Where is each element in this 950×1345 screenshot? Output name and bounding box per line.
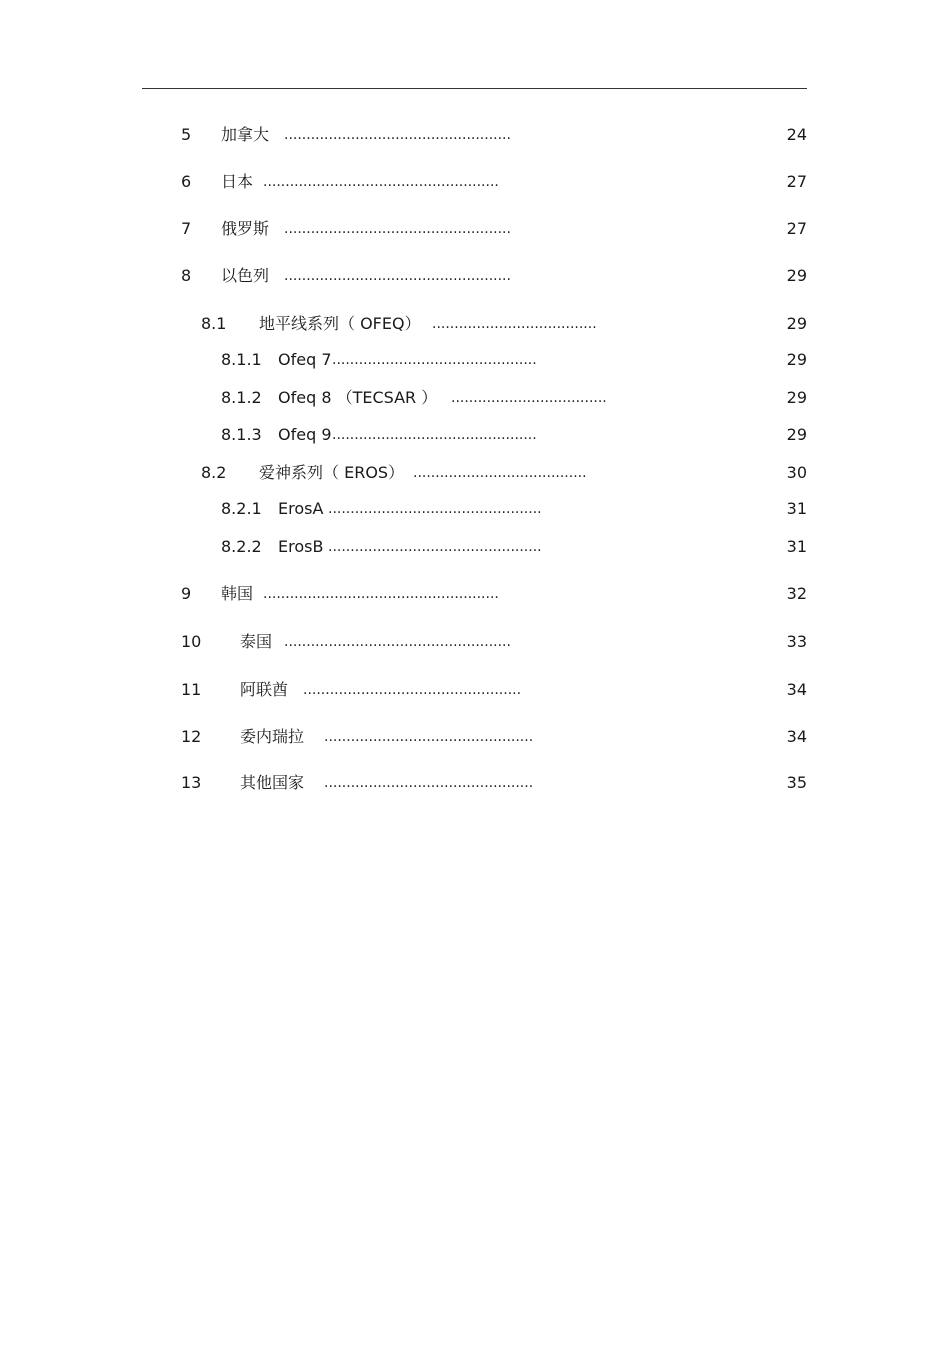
toc-entry[interactable] bbox=[0, 170, 950, 194]
toc-entry-title: 俄罗斯 bbox=[221, 219, 270, 238]
toc-page-number: 32 bbox=[786, 584, 807, 603]
toc-leader-dots: ............................................... bbox=[324, 729, 534, 745]
toc-entry-number: 8.1.3 bbox=[221, 425, 262, 444]
toc-entry-number: 8.2 bbox=[201, 463, 227, 482]
toc-entry-title: Ofeq 8 （TECSAR ） bbox=[278, 388, 438, 407]
toc-leader-dots: ................................... bbox=[451, 390, 607, 406]
toc-leader-dots: ............................................... bbox=[324, 775, 534, 791]
toc-entry-title: 委内瑞拉 bbox=[240, 727, 305, 746]
toc-entry[interactable] bbox=[0, 348, 950, 372]
toc-entry[interactable] bbox=[0, 461, 950, 485]
toc-page-number: 24 bbox=[786, 125, 807, 144]
toc-page-number: 35 bbox=[786, 773, 807, 792]
toc-entry[interactable] bbox=[0, 423, 950, 447]
toc-entry[interactable] bbox=[0, 264, 950, 288]
toc-page-number: 33 bbox=[786, 632, 807, 651]
toc-entry-title: ErosB bbox=[278, 537, 324, 556]
toc-entry[interactable] bbox=[0, 497, 950, 521]
toc-page-number: 27 bbox=[786, 219, 807, 238]
toc-entry-number: 8.2.2 bbox=[221, 537, 262, 556]
toc-entry-number: 8.2.1 bbox=[221, 499, 262, 518]
toc-page-number: 31 bbox=[786, 499, 807, 518]
toc-page-number: 29 bbox=[786, 425, 807, 444]
toc-entry-title: 以色列 bbox=[221, 266, 270, 285]
toc-entry[interactable] bbox=[0, 535, 950, 559]
toc-leader-dots: ................................................... bbox=[284, 634, 511, 650]
toc-entry[interactable] bbox=[0, 678, 950, 702]
toc-entry-title: Ofeq 9 bbox=[278, 425, 332, 444]
toc-entry-title: 阿联酋 bbox=[240, 680, 289, 699]
toc-entry[interactable] bbox=[0, 582, 950, 606]
toc-entry-title: ErosA bbox=[278, 499, 324, 518]
toc-page-number: 34 bbox=[786, 727, 807, 746]
toc-entry-number: 8.1.1 bbox=[221, 350, 262, 369]
toc-entry[interactable] bbox=[0, 312, 950, 336]
toc-leader-dots: ................................................... bbox=[284, 221, 511, 237]
toc-entry-title: Ofeq 7 bbox=[278, 350, 332, 369]
toc-page-number: 29 bbox=[786, 350, 807, 369]
header-rule bbox=[142, 88, 807, 89]
toc-leader-dots: ................................................ bbox=[328, 501, 542, 517]
toc-leader-dots: ................................................... bbox=[284, 268, 511, 284]
toc-leader-dots: ..................................... bbox=[432, 316, 597, 332]
toc-entry-number: 8.1 bbox=[201, 314, 227, 333]
toc-entry-title: 爱神系列（ EROS） bbox=[259, 463, 405, 482]
toc-entry[interactable] bbox=[0, 630, 950, 654]
toc-leader-dots: ..................................................... bbox=[263, 586, 499, 602]
toc-entry[interactable] bbox=[0, 725, 950, 749]
toc-entry-title: 日本 bbox=[221, 172, 254, 191]
toc-page-number: 29 bbox=[786, 314, 807, 333]
toc-page-number: 30 bbox=[786, 463, 807, 482]
toc-leader-dots: ................................................... bbox=[284, 127, 511, 143]
toc-leader-dots: .............................................. bbox=[332, 427, 537, 443]
toc-entry-number: 7 bbox=[181, 219, 192, 238]
toc-entry[interactable] bbox=[0, 386, 950, 410]
toc-entry-number: 8 bbox=[181, 266, 192, 285]
toc-entry-number: 6 bbox=[181, 172, 192, 191]
toc-leader-dots: ....................................... bbox=[413, 465, 587, 481]
toc-page-number: 31 bbox=[786, 537, 807, 556]
toc-entry-number: 13 bbox=[181, 773, 202, 792]
toc-entry-number: 8.1.2 bbox=[221, 388, 262, 407]
toc-page-number: 27 bbox=[786, 172, 807, 191]
toc-entry-title: 地平线系列（ OFEQ） bbox=[259, 314, 421, 333]
toc-entry-number: 12 bbox=[181, 727, 202, 746]
toc-page-number: 29 bbox=[786, 388, 807, 407]
toc-leader-dots: ..................................................... bbox=[263, 174, 499, 190]
toc-entry[interactable] bbox=[0, 217, 950, 241]
toc-entry[interactable] bbox=[0, 771, 950, 795]
toc-entry-number: 9 bbox=[181, 584, 192, 603]
toc-leader-dots: ................................................. bbox=[303, 682, 522, 698]
toc-entry-number: 5 bbox=[181, 125, 192, 144]
toc-leader-dots: .............................................. bbox=[332, 352, 537, 368]
toc-entry[interactable] bbox=[0, 123, 950, 147]
toc-page-number: 29 bbox=[786, 266, 807, 285]
toc-leader-dots: ................................................ bbox=[328, 539, 542, 555]
toc-entry-number: 11 bbox=[181, 680, 202, 699]
toc-entry-title: 泰国 bbox=[240, 632, 273, 651]
toc-entry-title: 韩国 bbox=[221, 584, 254, 603]
toc-entry-number: 10 bbox=[181, 632, 202, 651]
toc-page-number: 34 bbox=[786, 680, 807, 699]
toc-entry-title: 其他国家 bbox=[240, 773, 305, 792]
toc-entry-title: 加拿大 bbox=[221, 125, 270, 144]
